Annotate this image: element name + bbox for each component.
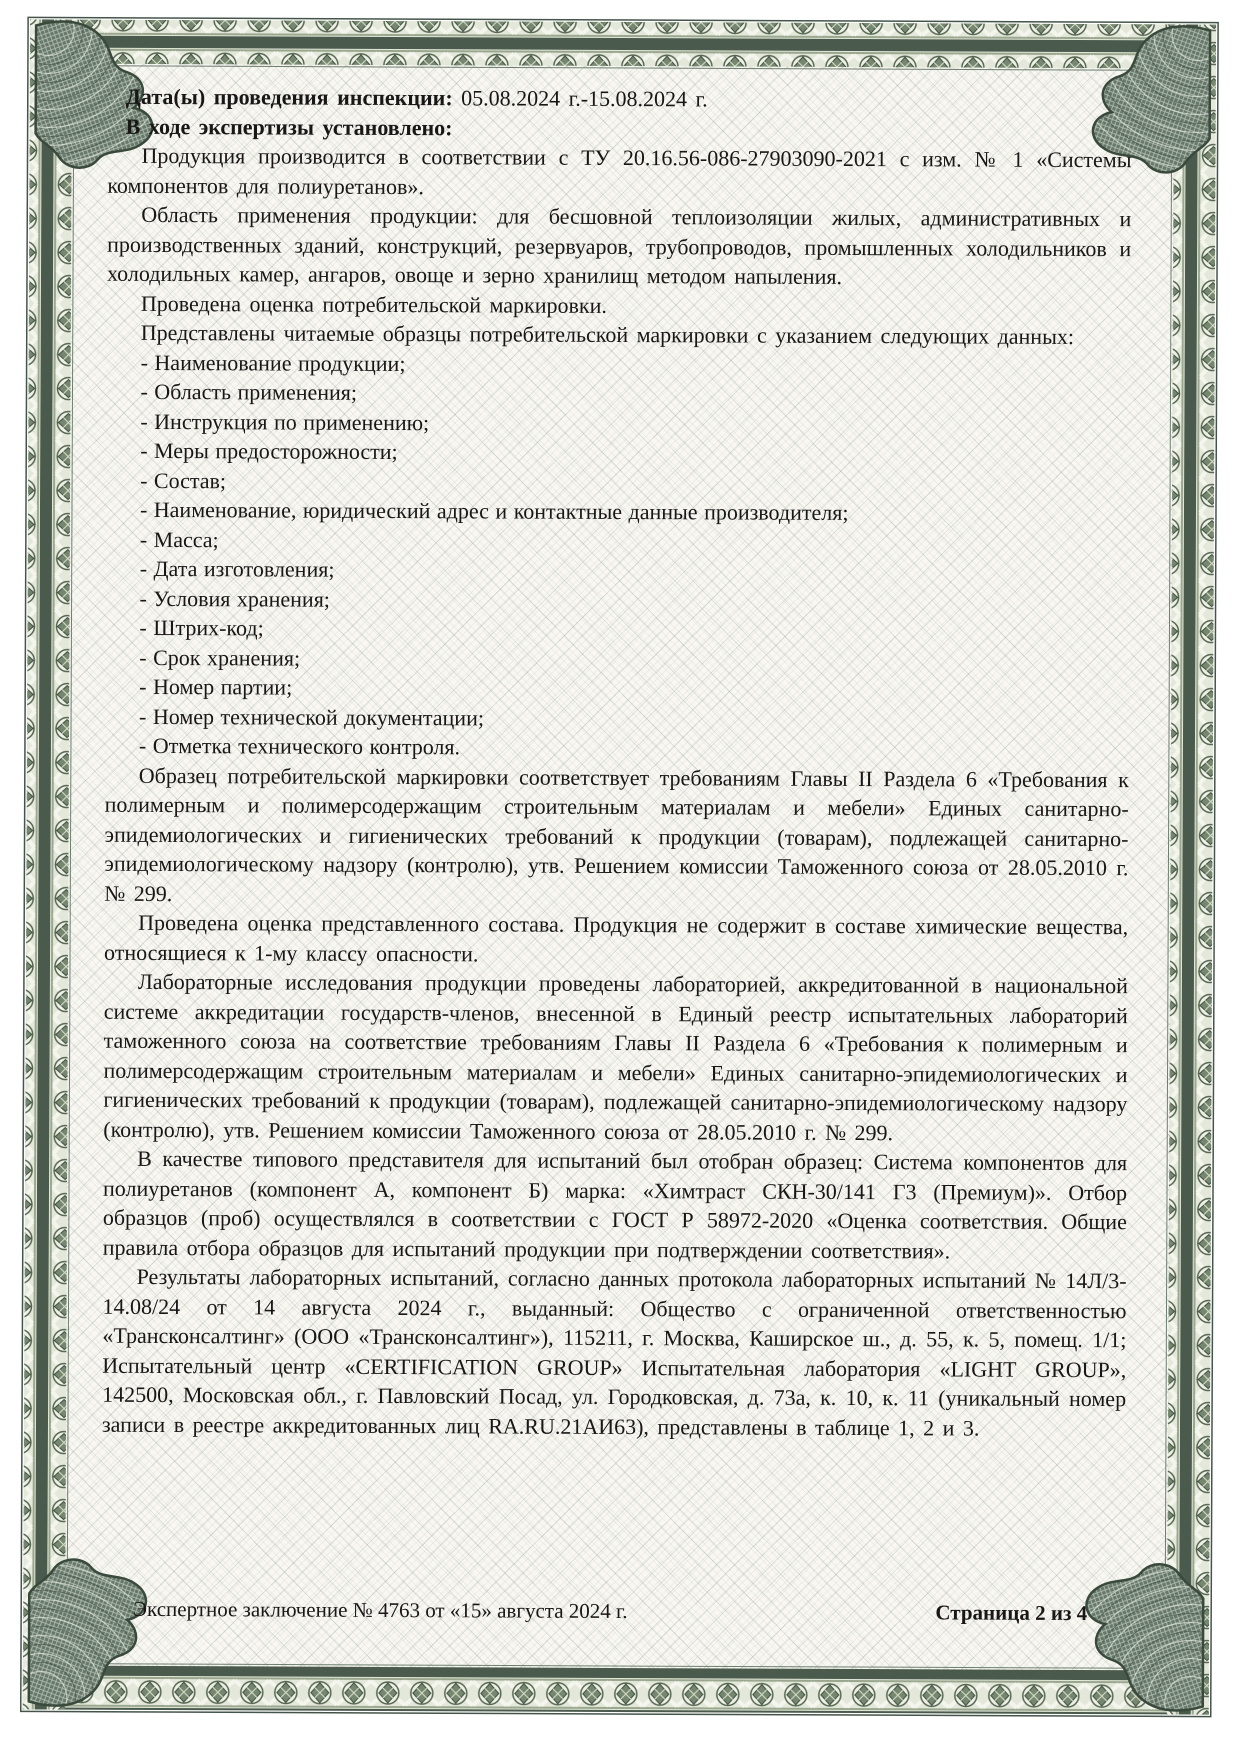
footer-page-number: Страница 2 из 4 <box>935 1600 1088 1626</box>
paragraph: Проведена оценка представленного состава. Продукция не содержит в составе химические вещества, относящиеся к 1-му классу опасности. <box>103 909 1129 966</box>
paragraph: Образец потребительской маркировки соответствует требованиям Главы II Раздела 6 «Требования к полимерным и полимерсодержащим строительным материалам и мебели» Единых санитарно-эпидемиологических и гигиенических требований к продукции (товарам), подлежащей санитарно-эпидемиологическому надзору (контролю), утв. Решением комиссии Таможенного союза от 28.05.2010 г. № 299. <box>104 762 1129 906</box>
marking-list-item: - Меры предосторожности; <box>140 437 398 465</box>
marking-list-item: - Наименование продукции; <box>140 349 406 376</box>
footer-document-reference: Экспертное заключение № 4763 от «15» августа 2024 г. <box>133 1596 628 1624</box>
inspection-dates-value: 05.08.2024 г.-15.08.2024 г. <box>452 85 708 112</box>
marking-list-item: - Область применения; <box>140 378 358 405</box>
inspection-dates-label: Дата(ы) проведения инспекции: <box>125 83 453 111</box>
marking-list-item: - Штрих-код; <box>139 614 264 641</box>
paragraph: Лабораторные исследования продукции проведены лабораторией, аккредитованной в национальной системе аккредитации государств-членов, внесенной в Единый реестр испытательных лабораторий таможенного союза на соответствие требованиям Главы II Раздела 6 «Требования к полимерным и полимерсодержащим строительным материалам и мебели» Единых санитарно-эпидемиологических и гигиенических требований к продукции (товарам), подлежащей санитарно-эпидемиологическому надзору (контролю), утв. Решением комиссии Таможенного союза от 28.05.2010 г. № 299. <box>103 968 1128 1145</box>
marking-list-item: - Условия хранения; <box>139 585 331 612</box>
paragraph: В качестве типового представителя для испытаний был отобран образец: Система компонентов для полиуретанов (компонент А, компонент Б) марка: «Химтраст СКН-30/141 Г3 (Премиум)». Отбор образцов (проб) осуществлялся в соответствии с ГОСТ Р 58972-2020 «Оценка соответствия. Общие правила отбора образцов для испытаний продукции при подтверждении соответствия». <box>102 1145 1128 1263</box>
marking-list-item: - Состав; <box>140 467 227 493</box>
paragraph: Область применения продукции: для бесшовной теплоизоляции жилых, административных и производственных зданий, конструкций, резервуаров, трубопроводов, промышленных холодильников и холодильных камер, ангаров, овоще и зерно хранилищ методом напыления. <box>106 201 1132 289</box>
paragraph: Проведена оценка потребительской маркировки. <box>140 290 607 318</box>
paragraph: Продукция производится в соответствии с ТУ 20.16.56-086-27903090-2021 с изм. № 1 «Системы компонентов для полиуретанов». <box>107 142 1132 199</box>
marking-list-item: - Отметка технического контроля. <box>138 732 461 760</box>
frame-band-top <box>30 19 1216 68</box>
marking-list-item: - Масса; <box>139 526 219 552</box>
frame-band-left <box>23 19 72 1709</box>
marking-list-item: - Дата изготовления; <box>139 555 335 582</box>
page-footer <box>133 1597 1087 1626</box>
inspection-dates-line <box>108 82 1132 116</box>
frame-band-bottom <box>23 1665 1209 1714</box>
marking-list-item: - Инструкция по применению; <box>140 408 430 435</box>
section-heading: В ходе экспертизы установлено: <box>125 113 453 140</box>
marking-list-item: - Срок хранения; <box>139 644 301 671</box>
paragraph: Результаты лабораторных испытаний, согласно данных протокола лабораторных испытаний № 14Л/3-14.08/24 от 14 августа 2024 г., выданный: Общество с ограниченной ответственностью «Трансконсалтинг» (ООО «Трансконсалтинг»), 115211, г. Москва, Каширское ш., д. 55, к. 5, помещ. 1/1; Испытательный центр «CERTIFICATION GROUP» Испытательная лаборатория «LIGHT GROUP», 142500, Московская обл., г. Павловский Посад, ул. Городковская, д. 73а, к. 10, к. 11 (уникальный номер записи в реестре аккредитованных лиц RA.RU.21АИ63), представлены в таблице 1, 2 и 3. <box>101 1263 1127 1441</box>
frame-band-right <box>1167 24 1216 1714</box>
marking-list-item: - Номер партии; <box>139 673 293 700</box>
marking-list-item: - Номер технической документации; <box>139 703 485 730</box>
paragraph: Представлены читаемые образцы потребительской маркировки с указанием следующих данных: <box>140 319 1075 349</box>
marking-list-item: - Наименование, юридический адрес и контактные данные производителя; <box>139 496 849 525</box>
document-body <box>102 82 1132 1443</box>
